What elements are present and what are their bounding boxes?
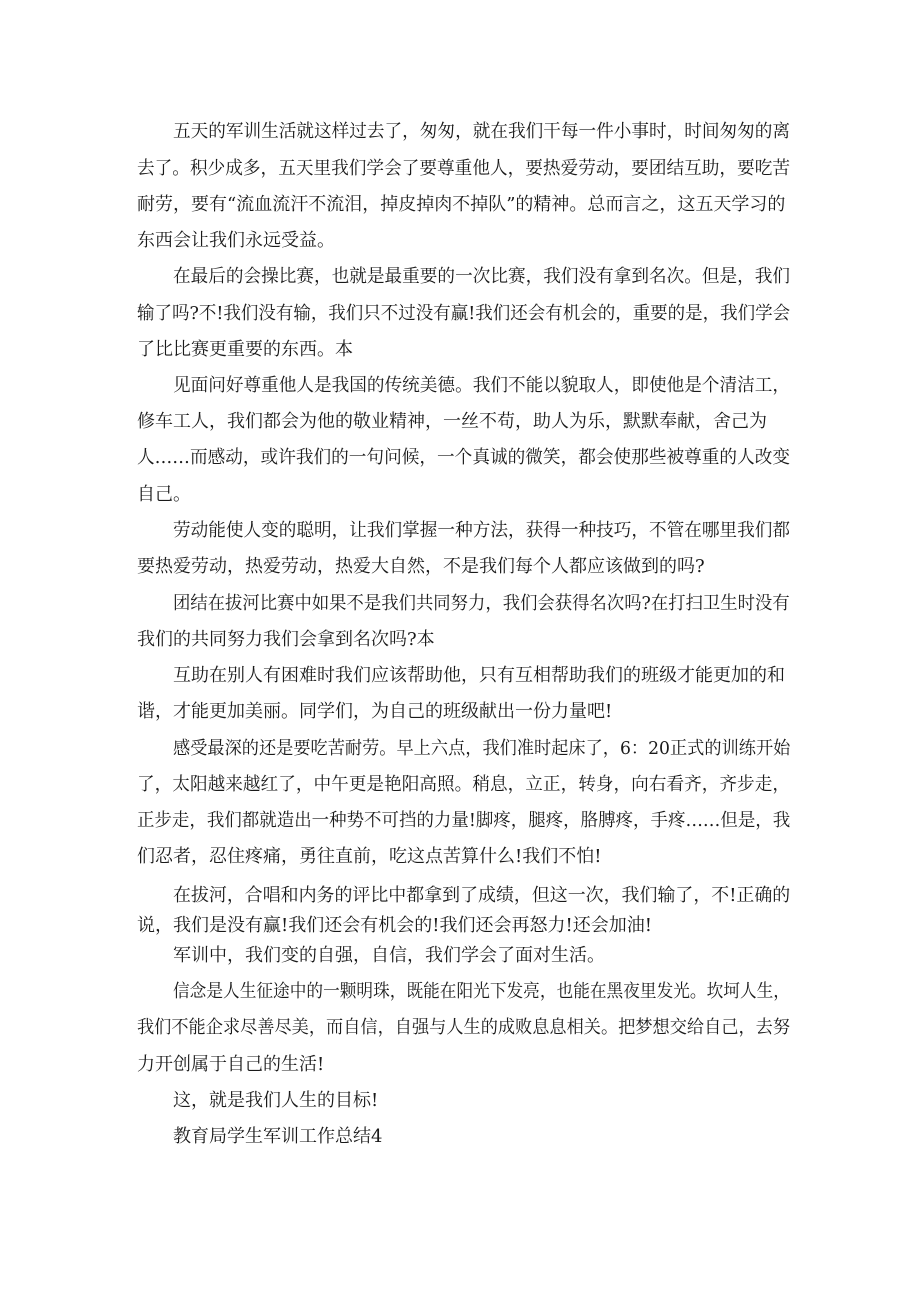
text-line: 劳动能使人变的聪明，让我们掌握一种方法，获得一种技巧，不管在哪里我们都 xyxy=(173,520,791,541)
text-line: 要热爱劳动，热爱劳动，热爱大自然，不是我们每个人都应该做到的吗? xyxy=(137,556,705,577)
text-line: 在拔河，合唱和内务的评比中都拿到了成绩，但这一次，我们输了，不!正确的 xyxy=(173,885,791,906)
text-line: 力开创属于自己的生活! xyxy=(137,1054,325,1075)
text-line: 我们的共同努力我们会拿到名次吗?本 xyxy=(137,629,435,650)
text-line: 信念是人生征途中的一颗明珠，既能在阳光下发亮，也能在黑夜里发光。坎坷人生， xyxy=(173,981,790,1002)
text-line: 了，太阳越来越红了，中午更是艳阳高照。稍息，立正，转身，向右看齐，齐步走， xyxy=(137,774,791,795)
text-line: 修车工人，我们都会为他的敬业精神，一丝不苟，助人为乐，默默奉献，舍己为 xyxy=(137,411,767,432)
text-line: 谐，才能更加美丽。同学们，为自己的班级献出一份力量吧! xyxy=(137,701,613,722)
text-line: 互助在别人有困难时我们应该帮助他，只有互相帮助我们的班级才能更加的和 xyxy=(173,665,785,686)
text-line: 我们不能企求尽善尽美，而自信，自强与人生的成败息息相关。把梦想交给自己，去努 xyxy=(137,1017,791,1038)
section-heading: 教育局学生军训工作总结4 xyxy=(173,1126,383,1147)
text-line: 正步走，我们都就造出一种势不可挡的力量!脚疼，腿疼，胳膊疼，手疼……但是，我 xyxy=(137,810,791,831)
text-line: 见面问好尊重他人是我国的传统美德。我们不能以貌取人，即使他是个清洁工， xyxy=(173,375,791,396)
text-line: 去了。积少成多，五天里我们学会了要尊重他人，要热爱劳动，要团结互助，要吃苦 xyxy=(137,158,791,179)
text-line: 五天的军训生活就这样过去了，匆匆，就在我们干每一件小事时，时间匆匆的离 xyxy=(173,121,791,142)
text-line: 输了吗?不!我们没有输，我们只不过没有赢!我们还会有机会的，重要的是，我们学会 xyxy=(137,303,791,324)
text-line: 耐劳，要有“流血流汗不流泪，掉皮掉肉不掉队”的精神。总而言之，这五天学习的 xyxy=(137,194,786,215)
text-line: 们忍者，忍住疼痛，勇往直前，吃这点苦算什么!我们不怕! xyxy=(137,846,602,867)
text-line: 在最后的会操比赛，也就是最重要的一次比赛，我们没有拿到名次。但是，我们 xyxy=(173,266,791,287)
text-line: 东西会让我们永远受益。 xyxy=(137,230,335,251)
text-line: 说，我们是没有赢!我们还会有机会的!我们还会再怒力!还会加油! xyxy=(137,915,652,936)
text-line: 感受最深的还是要吃苦耐劳。早上六点，我们准时起床了，6：20正式的训练开始 xyxy=(173,738,791,759)
text-line: 这，就是我们人生的目标! xyxy=(173,1090,379,1111)
text-line: 团结在拔河比赛中如果不是我们共同努力，我们会获得名次吗?在打扫卫生时没有 xyxy=(173,593,790,614)
text-line: 军训中，我们变的自强，自信，我们学会了面对生活。 xyxy=(173,945,605,966)
text-line: 人……而感动，或许我们的一句问候，一个真诚的微笑，都会使那些被尊重的人改变 xyxy=(137,447,791,468)
text-line: 了比比赛更重要的东西。本 xyxy=(137,339,353,360)
text-line: 自己。 xyxy=(137,484,191,505)
